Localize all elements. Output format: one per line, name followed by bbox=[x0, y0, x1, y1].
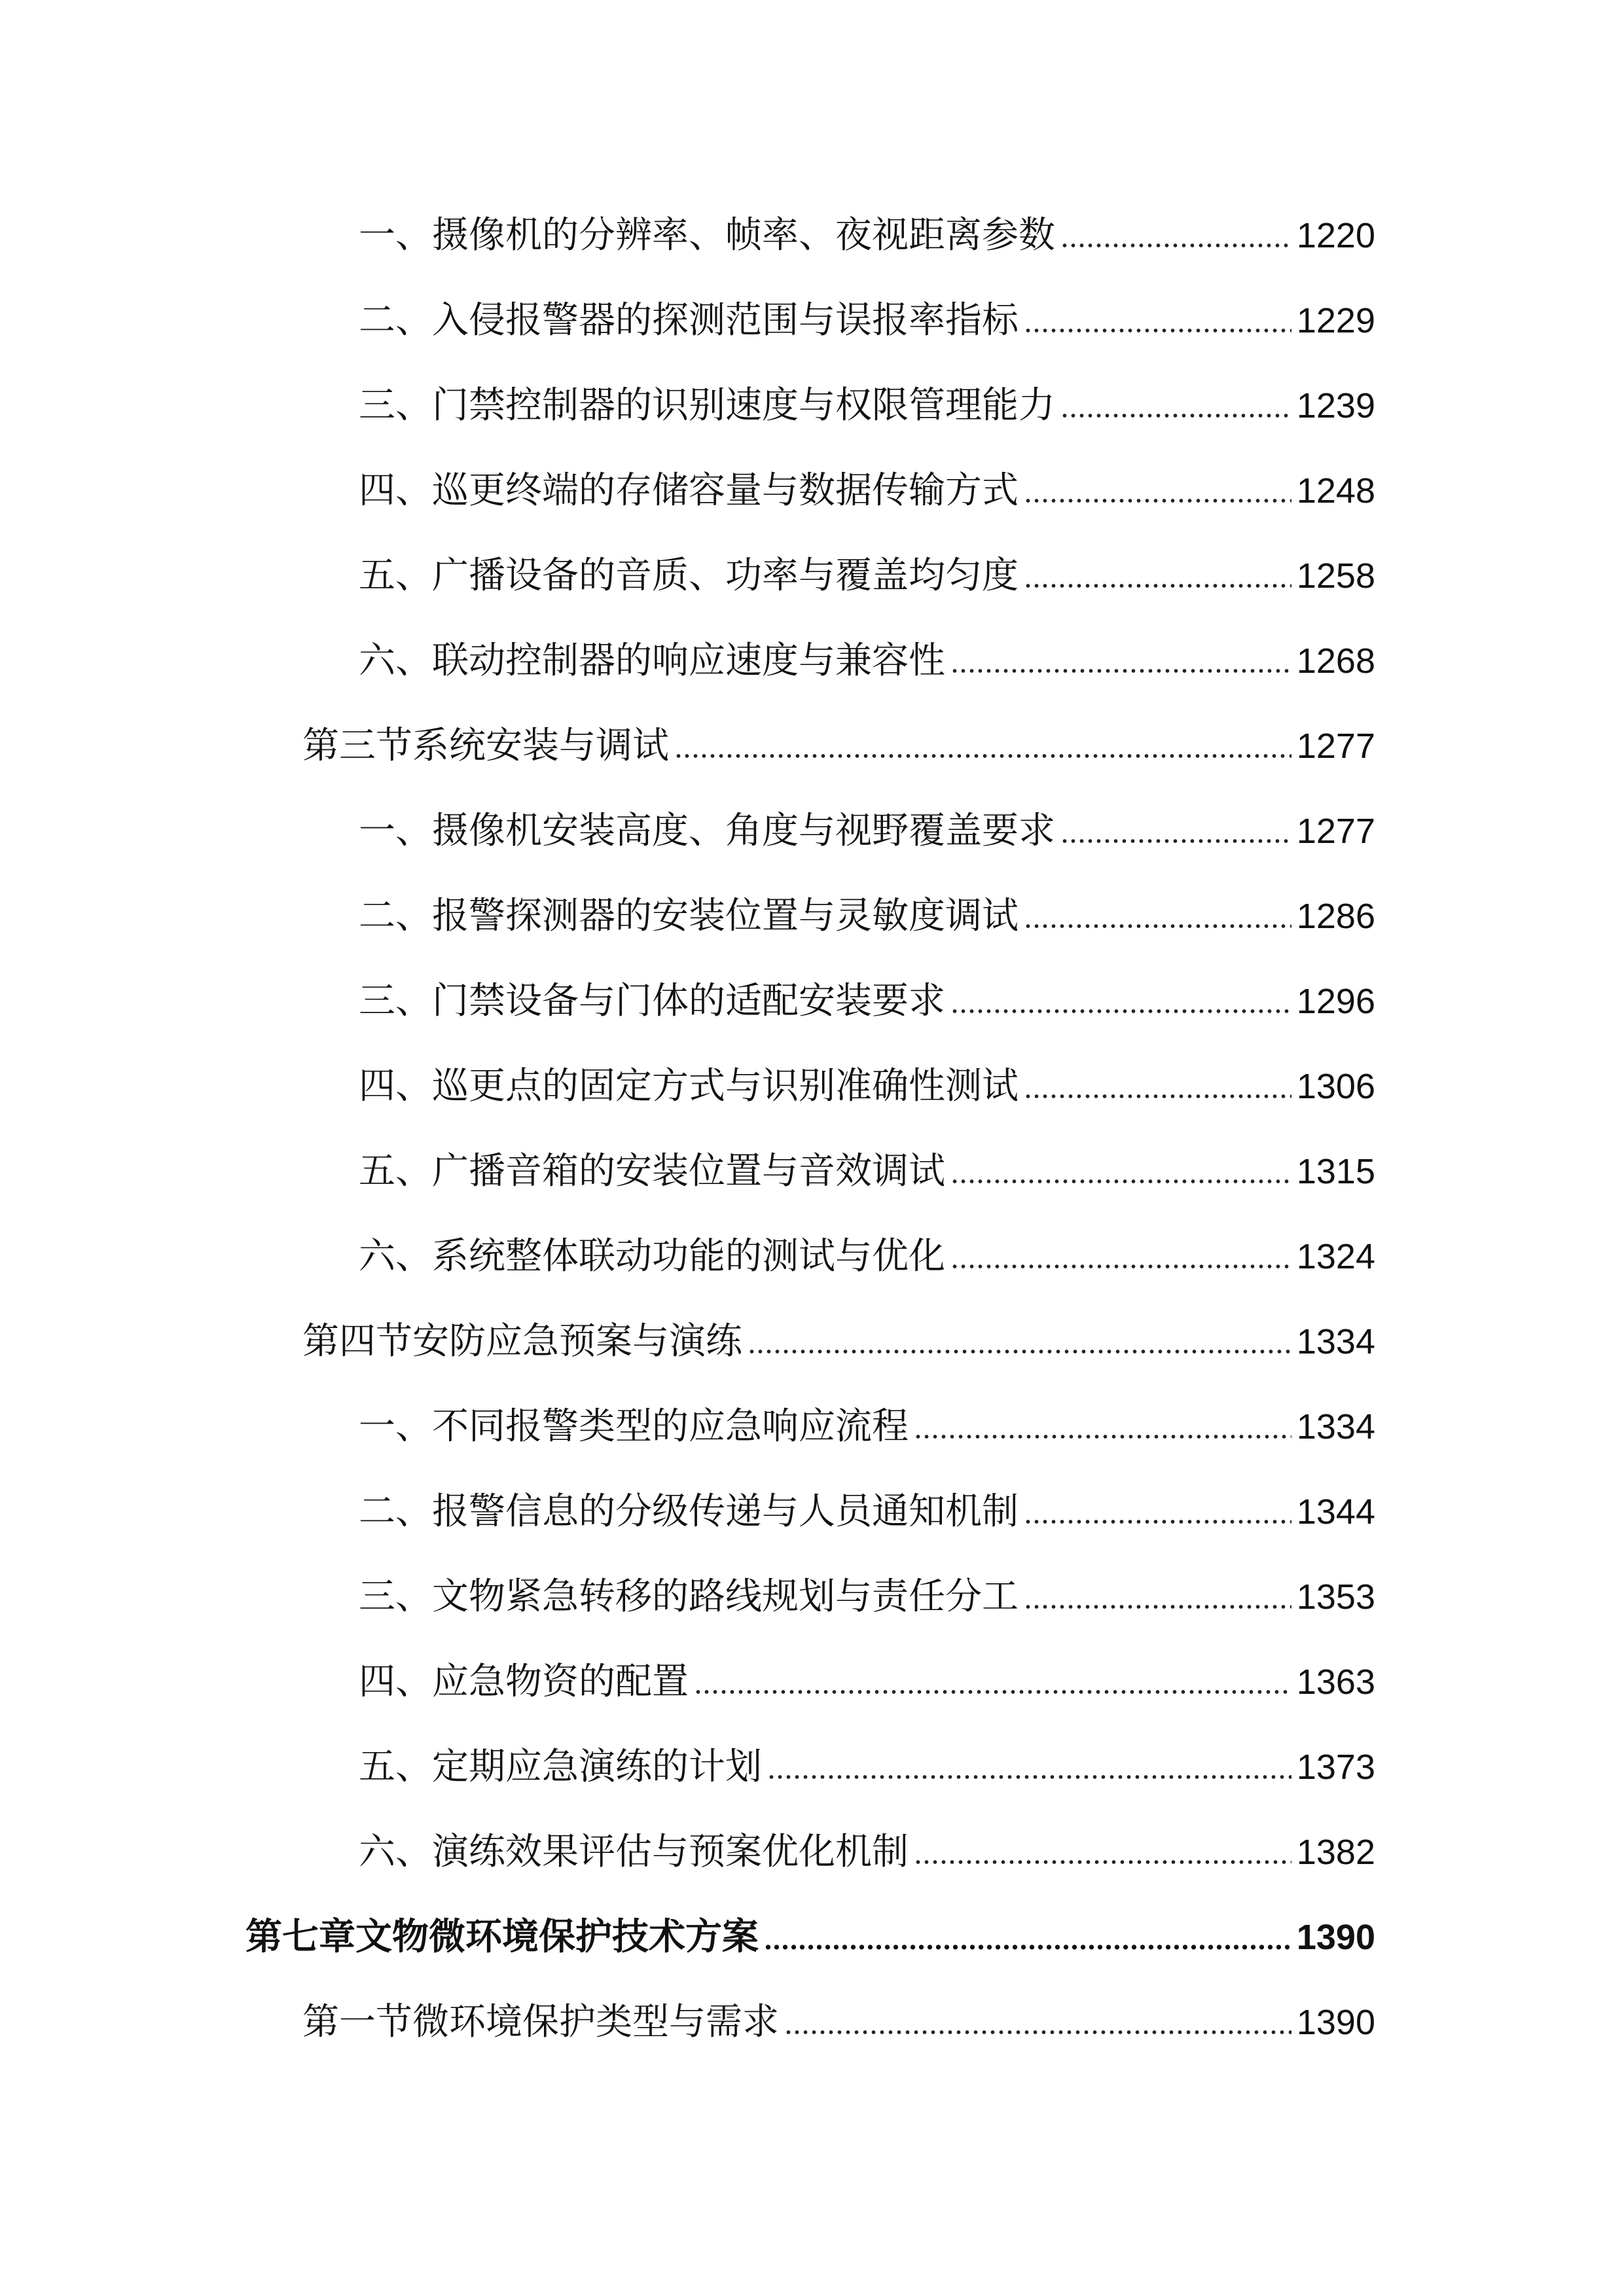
toc-dot-leader bbox=[1024, 1604, 1291, 1610]
toc-entry-title: 三、门禁控制器的识别速度与权限管理能力 bbox=[359, 384, 1055, 427]
toc-entry[interactable] bbox=[359, 554, 1375, 597]
toc-entry[interactable] bbox=[359, 1575, 1375, 1618]
toc-entry-title: 第七章文物微环境保护技术方案 bbox=[245, 1916, 759, 1958]
toc-entry[interactable] bbox=[359, 1490, 1375, 1533]
toc-entry-title: 第三节系统安装与调试 bbox=[302, 725, 669, 767]
toc-entry-title: 五、定期应急演练的计划 bbox=[359, 1746, 762, 1788]
toc-entry-page: 1353 bbox=[1296, 1577, 1375, 1617]
toc-entry-page: 1248 bbox=[1296, 471, 1375, 511]
toc-entry-title: 五、广播音箱的安装位置与音效调试 bbox=[359, 1150, 945, 1193]
toc-dot-leader bbox=[1024, 923, 1291, 929]
toc-dot-leader bbox=[950, 1263, 1291, 1270]
toc-dot-leader bbox=[950, 1008, 1291, 1014]
toc-entry-title: 一、摄像机安装高度、角度与视野覆盖要求 bbox=[359, 810, 1055, 852]
toc-entry-title: 四、应急物资的配置 bbox=[359, 1660, 689, 1703]
toc-entry[interactable] bbox=[359, 1235, 1375, 1278]
toc-entry[interactable] bbox=[359, 214, 1375, 257]
toc-entry-page: 1363 bbox=[1296, 1662, 1375, 1702]
toc-entry-page: 1277 bbox=[1296, 726, 1375, 766]
toc-entry-page: 1277 bbox=[1296, 812, 1375, 851]
toc-dot-leader bbox=[1060, 412, 1291, 419]
toc-entry-title: 第四节安防应急预案与演练 bbox=[302, 1320, 742, 1363]
toc-dot-leader bbox=[914, 1859, 1291, 1865]
toc-entry-title: 六、演练效果评估与预案优化机制 bbox=[359, 1831, 909, 1873]
toc-entry-page: 1286 bbox=[1296, 897, 1375, 936]
toc-entry-title: 三、文物紧急转移的路线规划与责任分工 bbox=[359, 1575, 1019, 1618]
toc-dot-leader bbox=[694, 1689, 1291, 1695]
toc-entry-title: 六、联动控制器的响应速度与兼容性 bbox=[359, 639, 945, 682]
toc-entry-page: 1258 bbox=[1296, 556, 1375, 596]
toc-dot-leader bbox=[1060, 838, 1291, 844]
toc-entry-page: 1344 bbox=[1296, 1492, 1375, 1532]
toc-entry[interactable] bbox=[359, 980, 1375, 1022]
toc-entry-page: 1324 bbox=[1296, 1237, 1375, 1276]
toc-section-entry[interactable] bbox=[302, 2001, 1375, 2043]
toc-dot-leader bbox=[674, 753, 1291, 759]
toc-dot-leader bbox=[764, 1944, 1291, 1950]
toc-entry[interactable] bbox=[359, 1065, 1375, 1107]
toc-entry-title: 四、巡更终端的存储容量与数据传输方式 bbox=[359, 469, 1019, 512]
toc-section-entry[interactable] bbox=[302, 1320, 1375, 1363]
toc-dot-leader bbox=[1024, 583, 1291, 589]
toc-entry[interactable] bbox=[359, 469, 1375, 512]
toc-entry[interactable] bbox=[359, 1405, 1375, 1448]
toc-entry-page: 1334 bbox=[1296, 1322, 1375, 1361]
toc-entry-page: 1220 bbox=[1296, 216, 1375, 255]
toc-entry-page: 1390 bbox=[1296, 1918, 1375, 1957]
toc-dot-leader bbox=[1060, 242, 1291, 249]
toc-dot-leader bbox=[784, 2029, 1291, 2036]
toc-entry-title: 五、广播设备的音质、功率与覆盖均匀度 bbox=[359, 554, 1019, 597]
toc-entry[interactable] bbox=[359, 1150, 1375, 1193]
toc-entry-title: 一、不同报警类型的应急响应流程 bbox=[359, 1405, 909, 1448]
toc-entry-title: 二、报警探测器的安装位置与灵敏度调试 bbox=[359, 895, 1019, 937]
toc-entry[interactable] bbox=[359, 810, 1375, 852]
toc-chapter-entry[interactable] bbox=[245, 1916, 1375, 1958]
toc-section-entry[interactable] bbox=[302, 725, 1375, 767]
toc-entry-title: 第一节微环境保护类型与需求 bbox=[302, 2001, 779, 2043]
toc-entry-page: 1229 bbox=[1296, 301, 1375, 340]
toc-entry[interactable] bbox=[359, 895, 1375, 937]
toc-entry-page: 1373 bbox=[1296, 1748, 1375, 1787]
toc-dot-leader bbox=[1024, 1093, 1291, 1100]
toc-dot-leader bbox=[950, 668, 1291, 674]
toc-dot-leader bbox=[914, 1433, 1291, 1440]
toc-entry-title: 二、报警信息的分级传递与人员通知机制 bbox=[359, 1490, 1019, 1533]
toc-entry-page: 1334 bbox=[1296, 1407, 1375, 1446]
toc-entry-page: 1306 bbox=[1296, 1067, 1375, 1106]
toc-entry-title: 一、摄像机的分辨率、帧率、夜视距离参数 bbox=[359, 214, 1055, 257]
toc-dot-leader bbox=[748, 1348, 1291, 1355]
toc-entry[interactable] bbox=[359, 384, 1375, 427]
toc-entry-title: 二、入侵报警器的探测范围与误报率指标 bbox=[359, 299, 1019, 342]
toc-entry[interactable] bbox=[359, 1746, 1375, 1788]
toc-entry[interactable] bbox=[359, 1831, 1375, 1873]
toc-entry-page: 1315 bbox=[1296, 1152, 1375, 1191]
toc-entry-title: 六、系统整体联动功能的测试与优化 bbox=[359, 1235, 945, 1278]
toc-entry-page: 1296 bbox=[1296, 982, 1375, 1021]
toc-entry[interactable] bbox=[359, 1660, 1375, 1703]
toc-entry-page: 1268 bbox=[1296, 641, 1375, 681]
toc-dot-leader bbox=[950, 1178, 1291, 1185]
toc-dot-leader bbox=[1024, 497, 1291, 504]
toc-entry[interactable] bbox=[359, 639, 1375, 682]
toc-entry-title: 四、巡更点的固定方式与识别准确性测试 bbox=[359, 1065, 1019, 1107]
toc-dot-leader bbox=[767, 1774, 1291, 1780]
toc-entry-page: 1382 bbox=[1296, 1833, 1375, 1872]
toc-entry[interactable] bbox=[359, 299, 1375, 342]
toc-dot-leader bbox=[1024, 327, 1291, 334]
toc-entry-page: 1239 bbox=[1296, 386, 1375, 425]
toc-dot-leader bbox=[1024, 1518, 1291, 1525]
toc-entry-title: 三、门禁设备与门体的适配安装要求 bbox=[359, 980, 945, 1022]
toc-entry-page: 1390 bbox=[1296, 2003, 1375, 2042]
